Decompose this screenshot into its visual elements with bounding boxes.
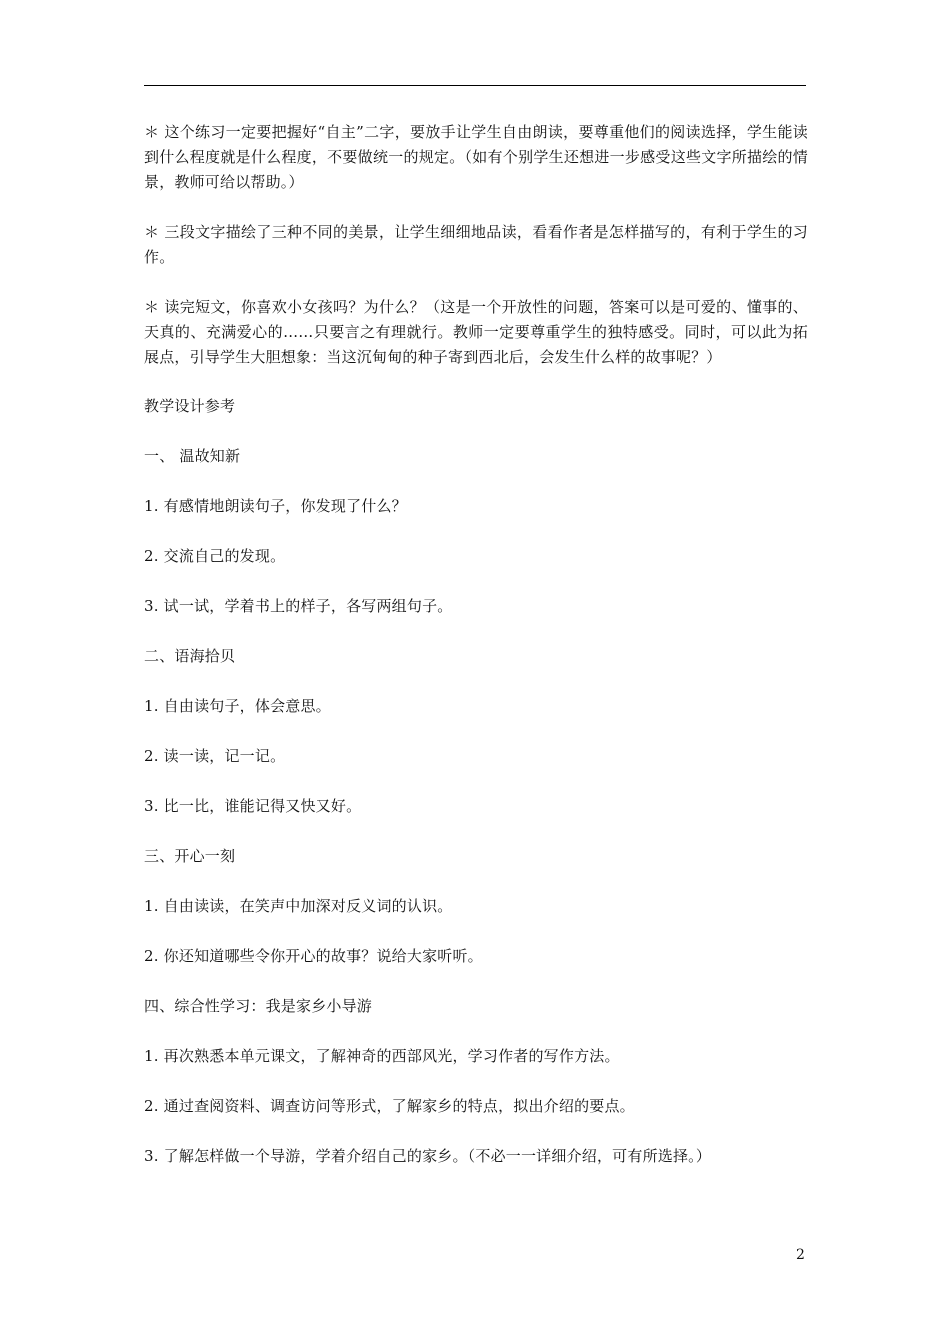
list-item: 1. 有感情地朗读句子，你发现了什么？ bbox=[144, 497, 407, 515]
section-heading-4: 四、综合性学习：我是家乡小导游 bbox=[144, 997, 373, 1015]
list-item: 1. 自由读读，在笑声中加深对反义词的认识。 bbox=[144, 897, 453, 915]
note-paragraph-1: ＊ 这个练习一定要把握好“自主”二字，要放手让学生自由朗读，要尊重他们的阅读选择，学生能读到什么程度就是什么程度，不要做统一的规定。（如有个别学生还想进一步感受这些文字所描绘的情景，教师可给以帮助。） bbox=[144, 123, 808, 191]
list-item: 1. 自由读句子，体会意思。 bbox=[144, 697, 331, 715]
section-heading-2: 二、语海拾贝 bbox=[144, 647, 236, 665]
list-item: 2. 通过查阅资料、调查访问等形式，了解家乡的特点，拟出介绍的要点。 bbox=[144, 1097, 635, 1115]
list-item: 3. 比一比，谁能记得又快又好。 bbox=[144, 797, 362, 815]
list-item: 3. 试一试，学着书上的样子，各写两组句子。 bbox=[144, 597, 453, 615]
header-rule bbox=[144, 85, 806, 86]
list-item: 2. 读一读，记一记。 bbox=[144, 747, 286, 765]
list-item: 2. 你还知道哪些令你开心的故事？说给大家听听。 bbox=[144, 947, 483, 965]
list-item: 1. 再次熟悉本单元课文，了解神奇的西部风光，学习作者的写作方法。 bbox=[144, 1047, 620, 1065]
design-title: 教学设计参考 bbox=[144, 397, 236, 415]
list-item: 3. 了解怎样做一个导游，学着介绍自己的家乡。（不必一一详细介绍，可有所选择。） bbox=[144, 1147, 712, 1165]
note-paragraph-3: ＊ 读完短文，你喜欢小女孩吗？为什么？（这是一个开放性的问题，答案可以是可爱的、懂事的、天真的、充满爱心的……只要言之有理就行。教师一定要尊重学生的独特感受。同时，可以此为拓展点，引导学生大胆想象：当这沉甸甸的种子寄到西北后，会发生什么样的故事呢？） bbox=[144, 298, 808, 366]
page-number: 2 bbox=[796, 1247, 805, 1263]
document-body bbox=[144, 120, 808, 1194]
section-heading-3: 三、开心一刻 bbox=[144, 847, 236, 865]
list-item: 2. 交流自己的发现。 bbox=[144, 547, 286, 565]
note-paragraph-2: ＊ 三段文字描绘了三种不同的美景，让学生细细地品读，看看作者是怎样描写的，有利于学生的习作。 bbox=[144, 223, 808, 266]
section-heading-1: 一、 温故知新 bbox=[144, 447, 241, 465]
